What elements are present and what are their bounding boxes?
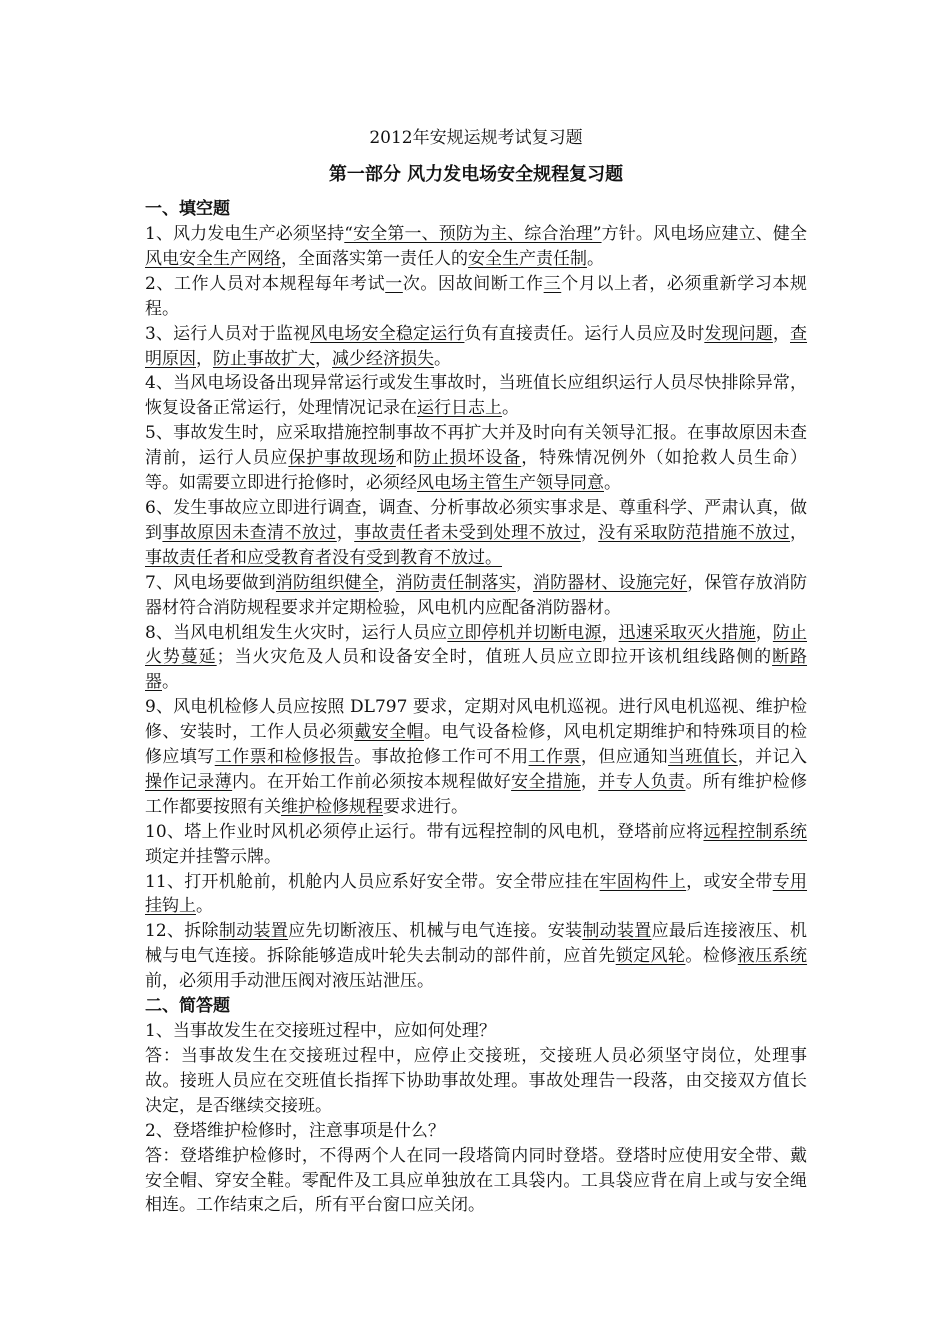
question-text: ， [378, 572, 396, 593]
part-title: 第一部分 风力发电场安全规程复习题 [328, 164, 624, 185]
answer-blank: 制动装置 [218, 921, 289, 942]
fill-in-item [145, 421, 807, 496]
question-text: ， [772, 323, 791, 344]
answer-blank: 安全措施 [511, 771, 581, 792]
question-text: 。检修 [685, 946, 738, 967]
question-text: 次。因故间断工作 [402, 273, 544, 294]
question-text: 1、当事故发生在交接班过程中，应如何处理？ [145, 1021, 496, 1042]
question-text: 12、拆除 [145, 921, 219, 942]
answer-text: 答：登塔维护检修时，不得两个人在同一段塔筒内同时登塔。登塔时应使用安全带、戴安全帽、穿安全鞋。零配件及工具应单独放在工具袋内。工具袋应背在肩上或与安全绳相连。工作结束之后，所有平台窗口应关闭。 [145, 1145, 807, 1216]
answer-blank: 迅速采取灭火措施 [618, 622, 756, 643]
answer-blank: 并专人负责 [598, 771, 686, 792]
answer-blank: 三 [543, 273, 562, 294]
question-text: ， [580, 771, 599, 792]
question-text: 。 [196, 896, 213, 917]
document-page [145, 124, 807, 1218]
question-text: 7、风电场要做到 [145, 572, 276, 593]
question-text: ，但应通知 [580, 747, 669, 768]
question-text: 10、塔上作业时风机必须停止运行。带有远程控制的风电机，登塔前应将 [145, 821, 704, 842]
answer-blank: 牢固构件上 [599, 871, 687, 892]
answer-blank: 戴安全帽 [354, 722, 424, 743]
question-text: ， [515, 572, 533, 593]
question-text: 9、风电机检修人员应按照 DL797 要求，定期对风电机巡视。进行风电机巡视、维护检修、安装时，工作人员必须 [145, 697, 807, 743]
question-text: 。 [434, 348, 451, 369]
answer-blank: 防止事故扩大 [213, 348, 315, 369]
question-text: 负有直接责任。运行人员应及时 [464, 323, 705, 344]
question-text: 。 [502, 398, 519, 419]
answer-blank: 风电安全生产网络 [145, 248, 281, 269]
answer-blank: 消防器材、设施完好 [532, 572, 688, 593]
fill-in-item [145, 272, 807, 322]
question-text: 4、当风电场设备出现异常运行或发生事故时，当班值长应组织运行人员尽快排除异常，恢复设备正常运行，处理情况记录在 [145, 373, 807, 419]
question-text: 。电气设备检修，风电机定期维护和特殊项目的检修应填写 [145, 722, 808, 768]
question-text: ，全面落实第一责任人的 [281, 248, 468, 269]
answer-blank: 维护检修规程 [281, 796, 383, 817]
question-text: 。 [587, 248, 604, 269]
answer-blank: 运行日志上 [417, 398, 502, 419]
answer-blank: 发现问题 [704, 323, 773, 344]
answer-blank: 事故责任者和应受教育者没有受到教育不放过。 [145, 547, 502, 568]
question-text: ， [755, 622, 773, 643]
answer-blank: 事故责任者未受到处理不放过 [354, 522, 581, 543]
answer-blank: 减少经济损失 [332, 348, 434, 369]
answer-blank: 工作票 [528, 747, 581, 768]
question-text: 1、风力发电生产必须坚持 [145, 224, 345, 244]
question-text: 应先切断液压、机械与电气连接。安装 [288, 921, 583, 942]
answer-blank: 立即停机并切断电源 [447, 622, 602, 643]
question-text: 。 [604, 473, 621, 494]
question-text: 2、登塔维护检修时，注意事项是什么？ [145, 1120, 445, 1141]
question-text: 。事故抢修工作可不用 [354, 747, 529, 768]
answer-blank: 保护事故现场 [288, 448, 396, 469]
question-text: 方针。风电场应建立、健全 [601, 224, 808, 244]
answer-blank: 事故原因未查清不放过 [162, 522, 337, 543]
question-text: ，保管存放消防器材符合消防规程要求并定期检验，风电机内应配备消防器材。 [145, 572, 808, 618]
answer-blank: 风电场安全稳定运行 [310, 323, 465, 344]
fill-in-item [145, 695, 807, 820]
question-text: 内。在开始工作前必须按本规程做好 [232, 771, 512, 792]
question-text: ，或安全带 [686, 871, 773, 892]
answer-blank: 专用挂钩上 [145, 871, 808, 917]
question-text: ，并记入 [737, 747, 808, 768]
fill-in-item [145, 919, 807, 994]
answer-blank: 安全生产责任制 [468, 248, 587, 269]
question-text: ， [580, 522, 599, 543]
answer-blank: 消防组织健全 [275, 572, 379, 593]
question-text: ， [790, 522, 808, 543]
question-text: 琐定并挂警示牌。 [145, 846, 281, 867]
fill-in-item [145, 222, 807, 272]
question-text: 和 [395, 448, 414, 469]
answer-blank: 消防责任制落实 [395, 572, 516, 593]
fill-in-item [145, 571, 807, 621]
document-title: 2012年安规运规考试复习题 [369, 128, 583, 148]
question-text: ， [601, 622, 619, 643]
answer-blank: 锁定风轮 [615, 946, 686, 967]
question-text: 11、打开机舱前，机舱内人员应系好安全带。安全带应挂在 [145, 871, 600, 892]
fill-in-item [145, 621, 807, 696]
answer-blank: 工作票和检修报告 [214, 747, 355, 768]
question-text: ， [336, 522, 355, 543]
question-text: 3、运行人员对于监视 [145, 323, 311, 344]
answer-blank: “安全第一、预防为主、综合治理” [344, 224, 602, 244]
question-text: 2、工作人员对本规程每年考试 [145, 273, 386, 294]
answer-blank: 防止火势蔓延 [145, 622, 808, 668]
answer-blank: 风电场主管生产领导同意 [417, 473, 604, 494]
answer-text: 答：当事故发生在交接班过程中，应停止交接班，交接班人员必须坚守岗位，处理事故。接班人员应在交班值长指挥下协助事故处理。事故处理告一段落，由交接双方值长决定，是否继续交接班。 [145, 1046, 807, 1116]
answer-blank: 当班值长 [668, 747, 738, 768]
question-text: ；当火灾危及人员和设备安全时，值班人员应立即拉开该机组线路侧的 [216, 647, 773, 668]
answer-blank: 断路器 [145, 647, 808, 693]
section-title-fill-in: 一、填空题 [145, 199, 230, 219]
fill-in-item [145, 496, 807, 571]
question-text: 应最后连接液压、机械与电气连接。拆除能够造成叶轮失去制动的部件前，应首先 [145, 921, 808, 967]
question-text: ，特殊情况例外（如抢救人员生命）等。如需要立即进行抢修时，必须经 [145, 448, 808, 494]
question-text: 。所有维护检修工作都要按照有关 [145, 771, 808, 817]
question-text: 要求进行。 [383, 796, 468, 817]
question-text: ， [196, 348, 213, 369]
question-text: 前，必须用手动泄压阀对液压站泄压。 [145, 971, 434, 992]
section-title-short-answer: 二、简答题 [145, 996, 230, 1017]
fill-in-item [145, 820, 807, 870]
fill-in-item [145, 322, 807, 372]
answer-blank: 没有采取防范措施不放过 [598, 522, 791, 543]
question-text: ， [315, 348, 332, 369]
question-text: 个月以上者，必须重新学习本规程。 [145, 273, 808, 319]
question-text: 6、发生事故应立即进行调查，调查、分析事故必须实事求是、尊重科学、严肃认真，做到 [145, 497, 807, 543]
question-text: 5、事故发生时，应采取措施控制事故不再扩大并及时向有关领导汇报。在事故原因未查清前，运行人员应 [145, 423, 807, 469]
fill-in-question-list [145, 222, 807, 994]
question-text: 8、当风电机组发生火灾时，运行人员应 [145, 622, 448, 643]
fill-in-item [145, 371, 807, 421]
question-text: 。 [162, 672, 179, 693]
fill-in-item [145, 870, 807, 920]
answer-blank: 查明原因 [145, 323, 808, 369]
answer-blank: 液压系统 [737, 946, 808, 967]
answer-blank: 操作记录薄 [145, 771, 233, 792]
short-answer-list [145, 1019, 807, 1218]
answer-blank: 防止损坏设备 [413, 448, 522, 469]
answer-blank: 一 [385, 273, 403, 294]
answer-blank: 制动装置 [582, 921, 652, 942]
answer-blank: 远程控制系统 [703, 821, 808, 842]
